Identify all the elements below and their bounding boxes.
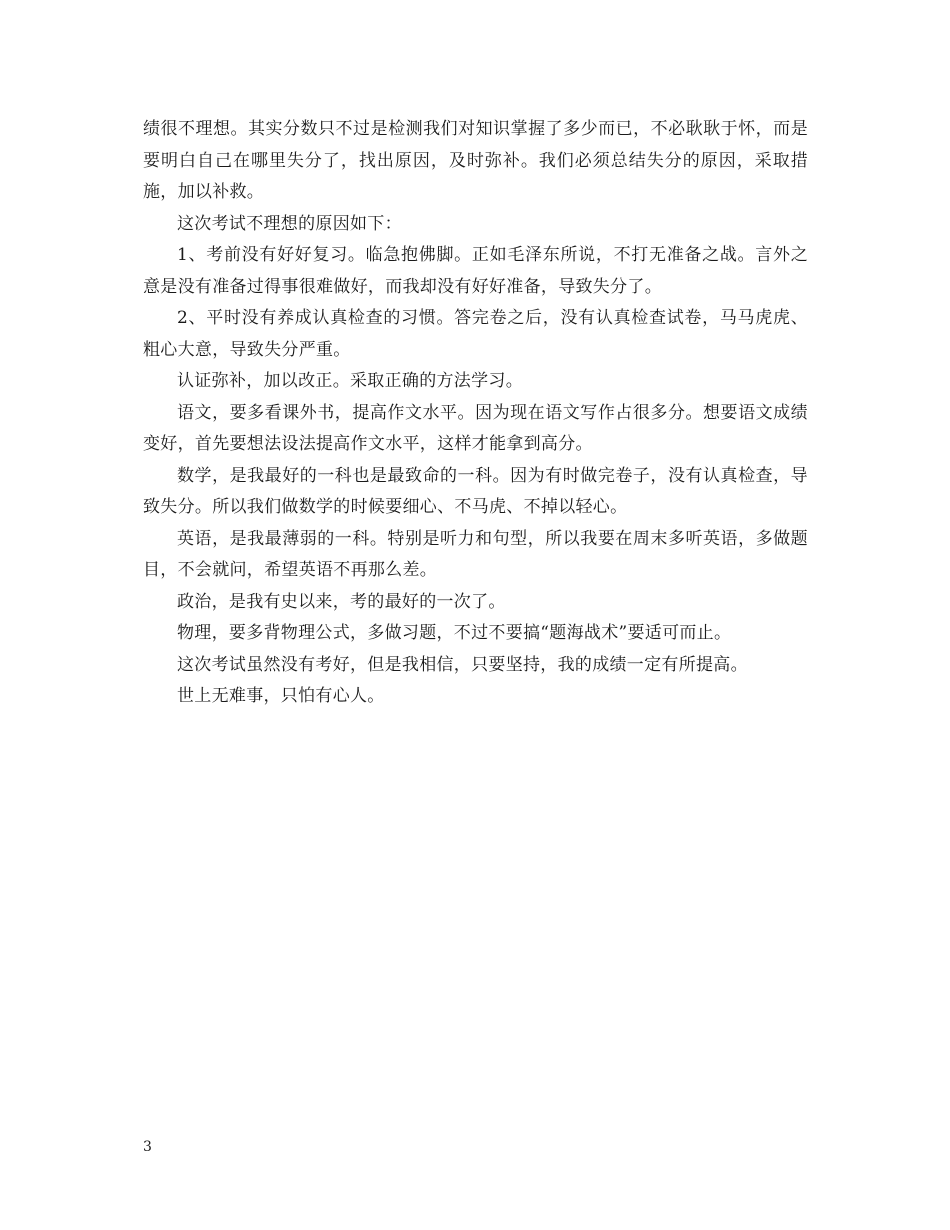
page-number: 3 <box>143 1139 152 1155</box>
paragraph-2: 这次考试不理想的原因如下： <box>177 213 402 234</box>
paragraph-9: 政治，是我有史以来，考的最好的一次了。 <box>177 591 506 612</box>
paragraph-4: 2、平时没有养成认真检查的习惯。答完卷之后，没有认真检查试卷，马马虎虎、粗心大意，导致失分严重。 <box>143 308 808 360</box>
paragraph-1: 绩很不理想。其实分数只不过是检测我们对知识掌握了多少而已，不必耿耿于怀，而是要明白自己在哪里失分了，找出原因，及时弥补。我们必须总结失分的原因，采取措施，加以补救。 <box>143 119 808 202</box>
paragraph-8: 英语，是我最薄弱的一科。特别是听力和句型，所以我要在周末多听英语，多做题目，不会就问，希望英语不再那么差。 <box>143 528 808 580</box>
paragraph-7: 数学，是我最好的一科也是最致命的一科。因为有时做完卷子，没有认真检查，导致失分。所以我们做数学的时候要细心、不马虎、不掉以轻心。 <box>143 465 808 517</box>
paragraph-12: 世上无难事，只怕有心人。 <box>177 686 385 706</box>
paragraph-5: 认证弥补，加以改正。采取正确的方法学习。 <box>177 371 523 391</box>
paragraph-6: 语文，要多看课外书，提高作文水平。因为现在语文写作占很多分。想要语文成绩变好，首先要想法设法提高作文水平，这样才能拿到高分。 <box>143 402 808 454</box>
paragraph-10: 物理，要多背物理公式，多做习题，不过不要搞“题海战术”要适可而止。 <box>177 623 732 643</box>
paragraph-3: 1、考前没有好好复习。临急抱佛脚。正如毛泽东所说，不打无准备之战。言外之意是没有准备过得事很难做好，而我却没有好好准备，导致失分了。 <box>143 245 808 297</box>
paragraph-11: 这次考试虽然没有考好，但是我相信，只要坚持，我的成绩一定有所提高。 <box>177 654 748 675</box>
document-body <box>143 114 808 713</box>
